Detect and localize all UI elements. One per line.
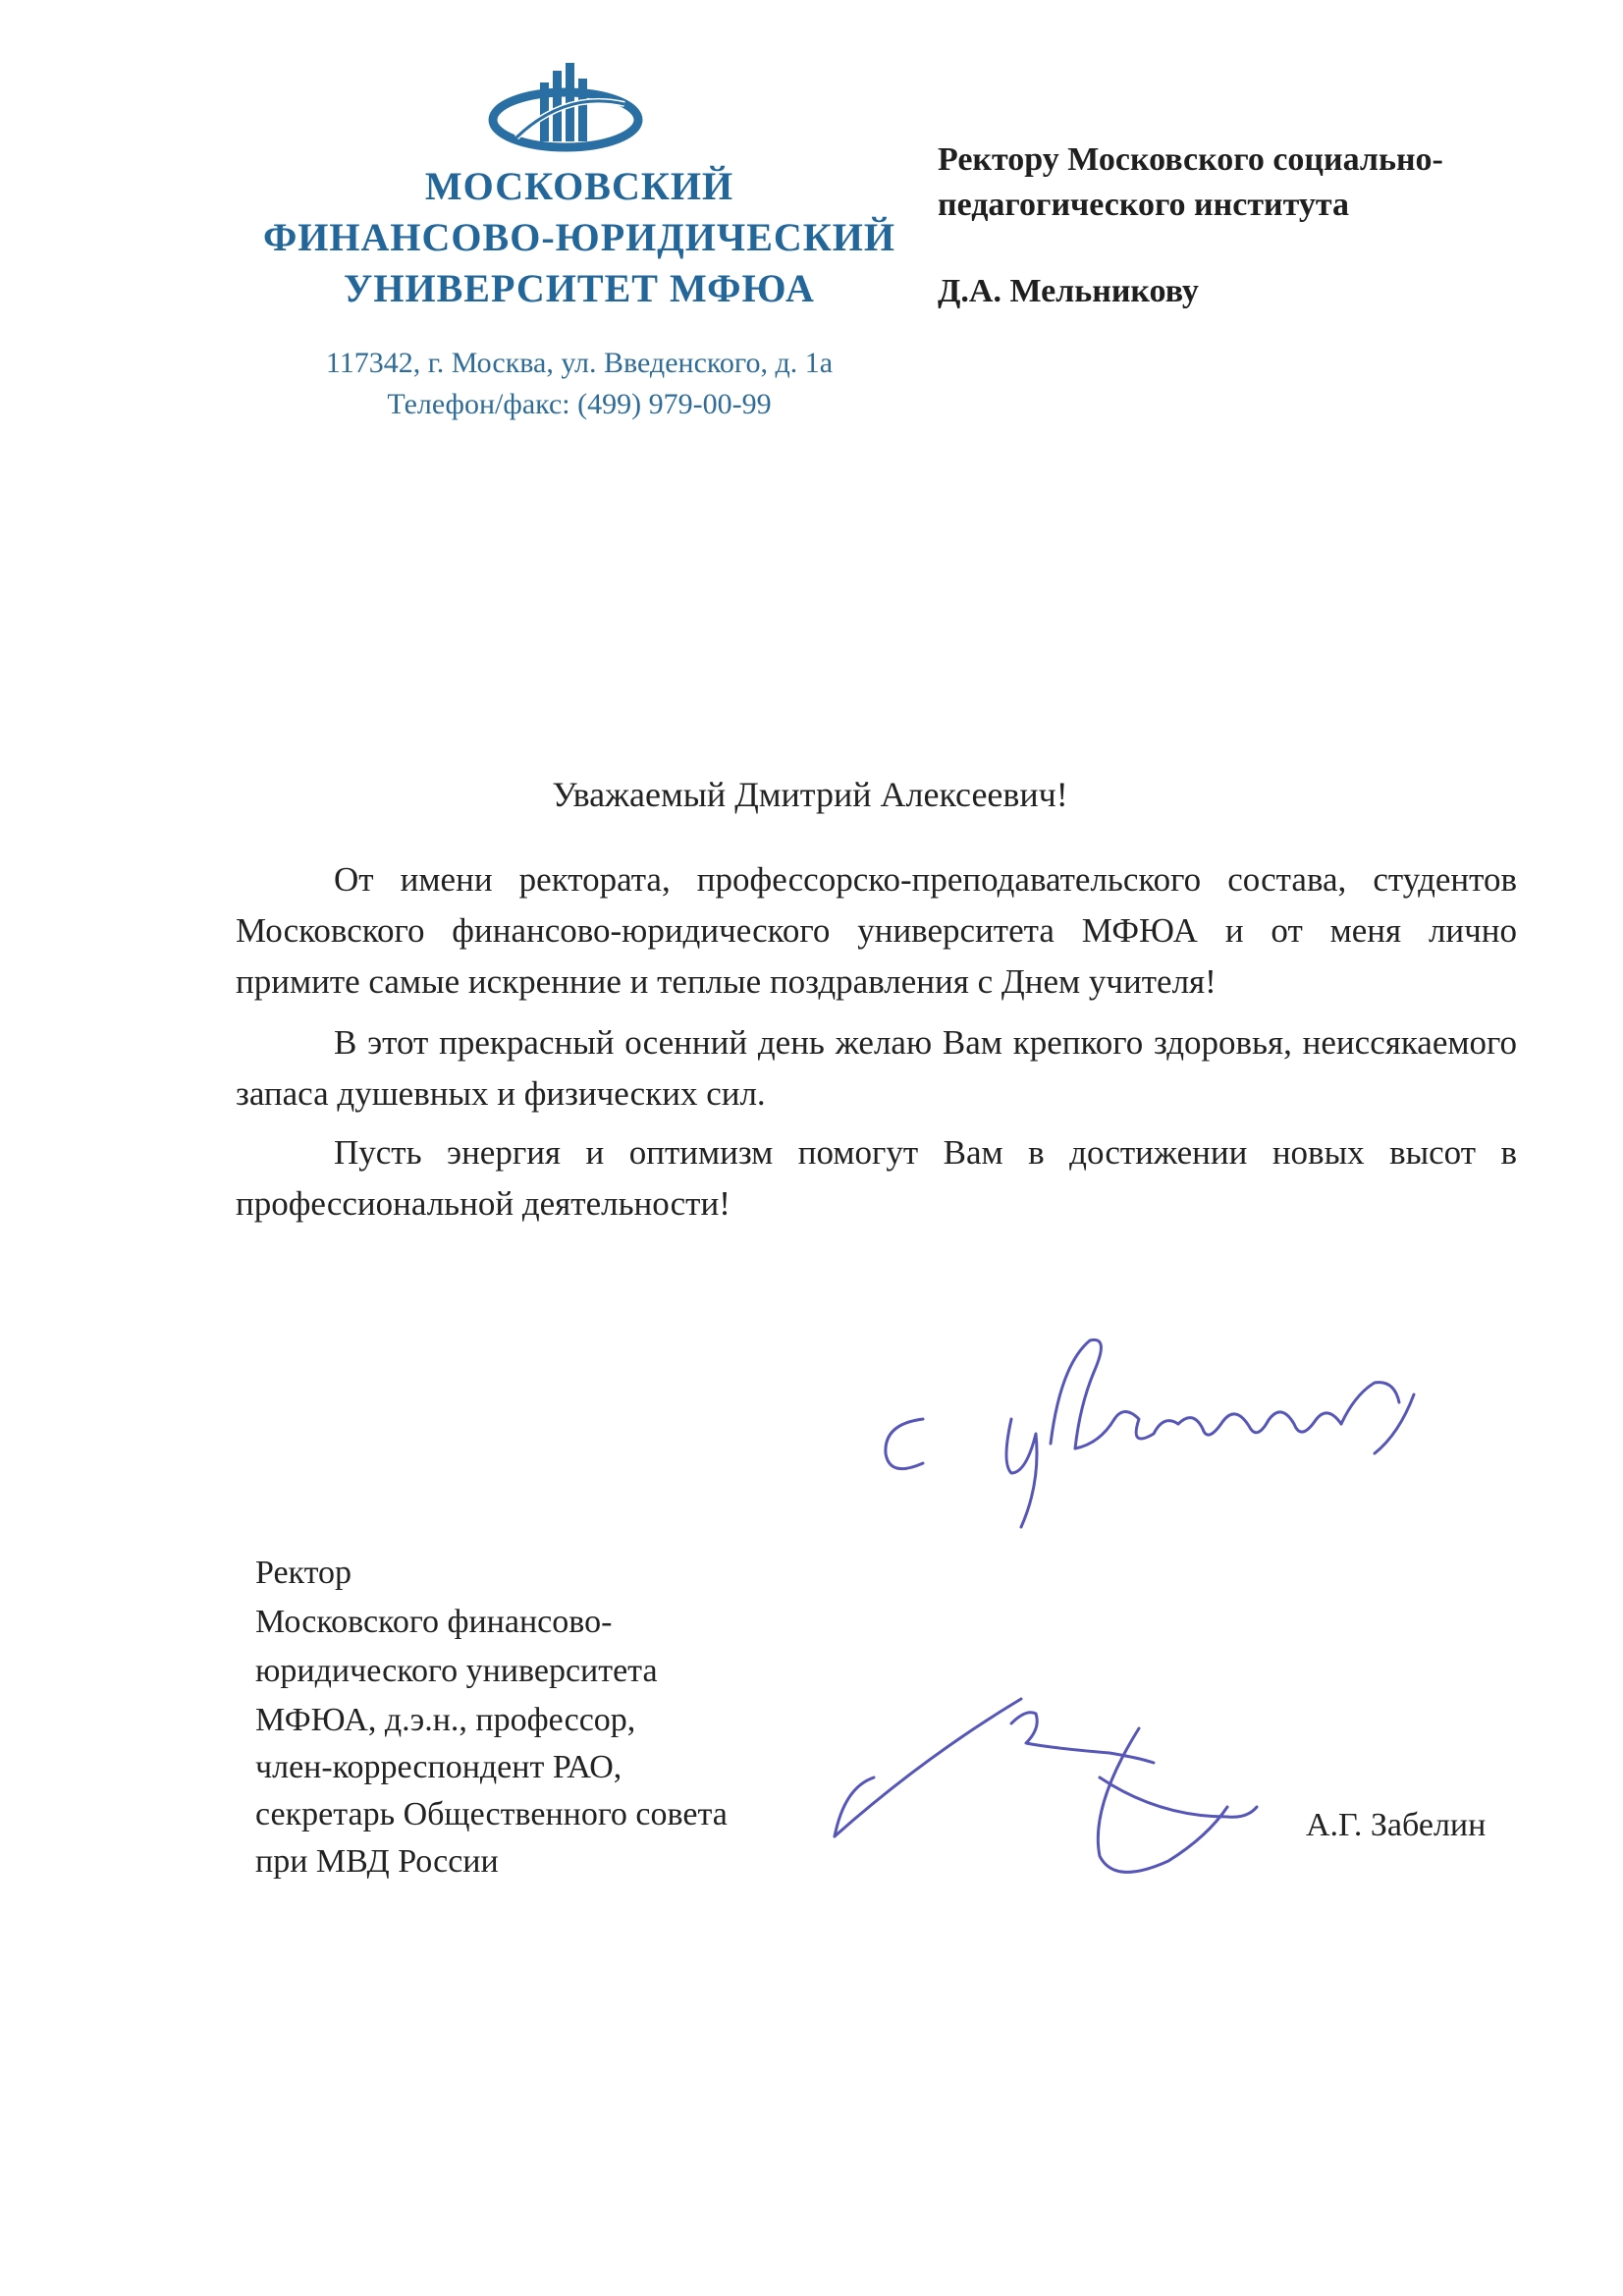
salutation: Уважаемый Дмитрий Алексеевич! xyxy=(552,775,1068,814)
paragraph-1-text: От имени ректората, профессорско-преподавательского состава, студентов Московского финансово-юридического университета МФЮА и от меня лично примите самые искренние и теплые поздравления с Днем учителя! xyxy=(236,860,1517,1001)
signature-icon xyxy=(815,1669,1325,1895)
addressee-name: Д.А. Мельникову xyxy=(938,273,1199,309)
university-address: 117342, г. Москва, ул. Введенского, д. 1а xyxy=(325,347,834,379)
signer-title-line-2: Московского финансово- xyxy=(255,1604,613,1640)
university-name-line-2: ФИНАНСОВО-ЮРИДИЧЕСКИЙ xyxy=(262,215,896,259)
paragraph-3 xyxy=(236,1127,1517,1230)
addressee-line-1: Ректору Московского социально- xyxy=(938,141,1443,178)
signer-title-line-6: секретарь Общественного совета xyxy=(255,1796,728,1832)
paragraph-2-text: В этот прекрасный осенний день желаю Вам крепкого здоровья, неиссякаемого запаса душевных и физических сил. xyxy=(236,1023,1517,1113)
paragraph-2 xyxy=(236,1017,1517,1120)
paragraph-1 xyxy=(236,854,1517,1008)
university-emblem-icon xyxy=(487,61,644,159)
signer-title-line-7: при МВД России xyxy=(255,1843,499,1880)
paragraph-3-text: Пусть энергия и оптимизм помогут Вам в достижении новых высот в профессиональной деятельности! xyxy=(236,1133,1517,1223)
signer-title-line-3: юридического университета xyxy=(255,1653,658,1689)
signer-title-line-4: МФЮА, д.э.н., профессор, xyxy=(255,1702,636,1738)
handwritten-regards xyxy=(864,1326,1473,1532)
university-phone: Телефон/факс: (499) 979-00-99 xyxy=(387,388,772,420)
university-name-line-3: УНИВЕРСИТЕТ МФЮА xyxy=(344,266,815,310)
signer-title-line-1: Ректор xyxy=(255,1555,352,1591)
addressee-line-2: педагогического института xyxy=(938,187,1349,223)
university-name-line-1: МОСКОВСКИЙ xyxy=(424,164,734,208)
signer-name: А.Г. Забелин xyxy=(1306,1807,1487,1843)
signer-title-line-5: член-корреспондент РАО, xyxy=(255,1749,622,1785)
